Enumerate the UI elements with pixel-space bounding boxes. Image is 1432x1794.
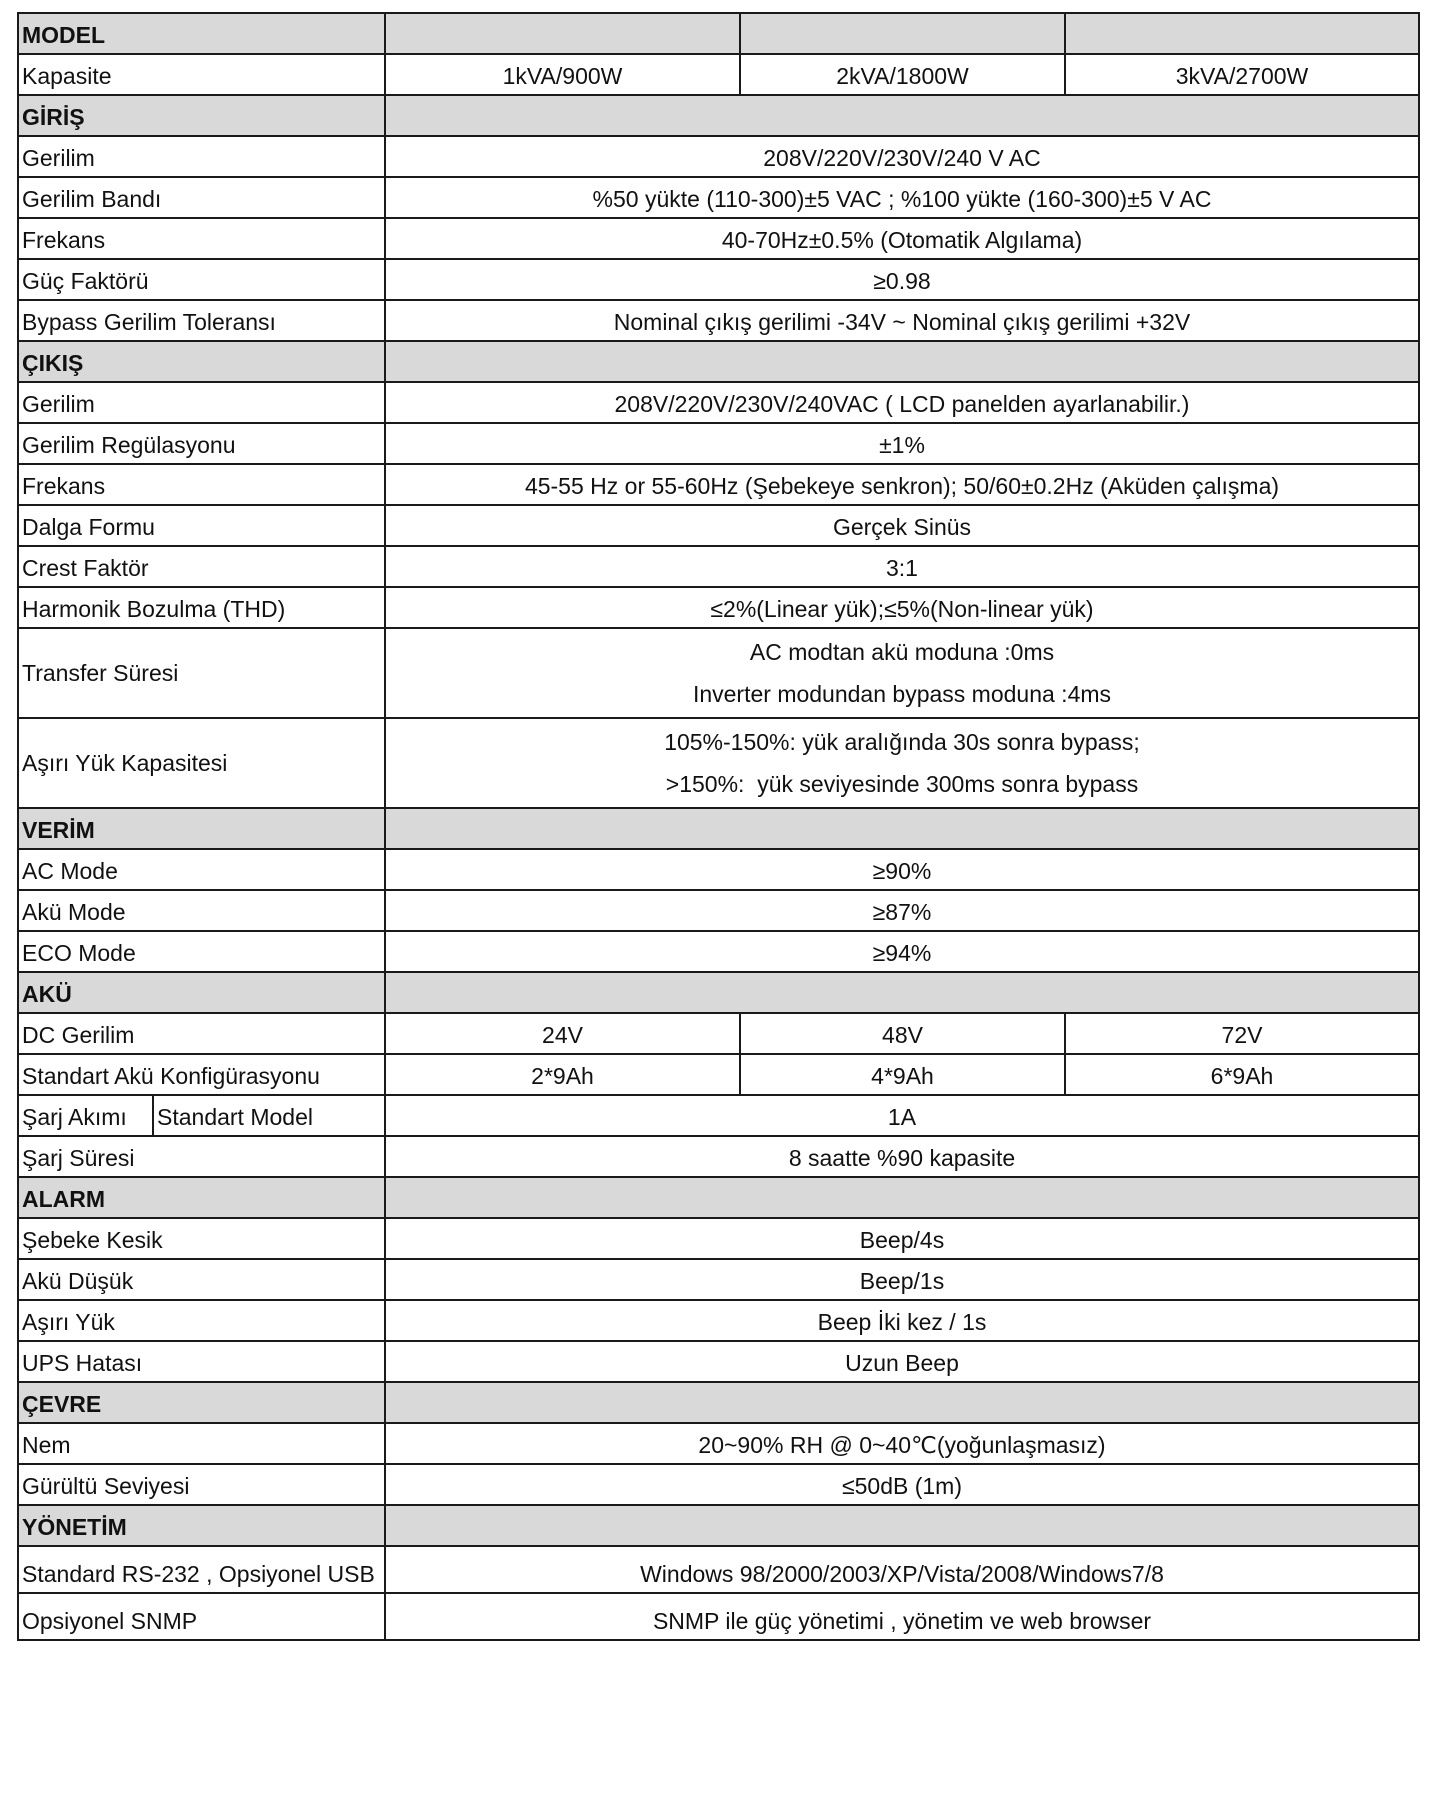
overload-label: Aşırı Yük Kapasitesi <box>18 718 385 808</box>
spec-value: Windows 98/2000/2003/XP/Vista/2008/Windows7/8 <box>385 1546 1419 1593</box>
spec-label: Frekans <box>18 218 385 259</box>
spec-row <box>18 464 1419 505</box>
transfer-row <box>18 628 1419 718</box>
spec-row <box>18 218 1419 259</box>
spec-value: Nominal çıkış gerilimi -34V ~ Nominal çıkış gerilimi +32V <box>385 300 1419 341</box>
transfer-line-1: AC modtan akü moduna :0ms <box>749 639 1055 665</box>
section-title: VERİM <box>18 808 385 849</box>
spec-value: Beep İki kez / 1s <box>385 1300 1419 1341</box>
battery-config-row <box>18 1054 1419 1095</box>
dc-voltage-label: DC Gerilim <box>18 1013 385 1054</box>
charge-current-sublabel: Standart Model <box>157 1104 313 1130</box>
battery-config-3kva: 6*9Ah <box>1065 1054 1419 1095</box>
section-title: YÖNETİM <box>18 1505 385 1546</box>
spec-row <box>18 890 1419 931</box>
spec-row <box>18 1259 1419 1300</box>
section-output <box>18 341 1419 382</box>
spec-value: 208V/220V/230V/240VAC ( LCD panelden ayarlanabilir.) <box>385 382 1419 423</box>
spec-row <box>18 177 1419 218</box>
dc-voltage-1kva: 24V <box>385 1013 740 1054</box>
spec-label: Opsiyonel SNMP <box>18 1593 385 1640</box>
spec-value: ≤50dB (1m) <box>385 1464 1419 1505</box>
spec-row <box>18 1593 1419 1640</box>
capacity-3kva: 3kVA/2700W <box>1065 54 1419 95</box>
charge-time-row <box>18 1136 1419 1177</box>
spec-value: 40-70Hz±0.5% (Otomatik Algılama) <box>385 218 1419 259</box>
spec-value: 20~90% RH @ 0~40℃(yoğunlaşmasız) <box>385 1423 1419 1464</box>
capacity-1kva: 1kVA/900W <box>385 54 740 95</box>
spec-value: Beep/1s <box>385 1259 1419 1300</box>
spec-value: ≥87% <box>385 890 1419 931</box>
spec-label: UPS Hatası <box>18 1341 385 1382</box>
spec-label: Akü Düşük <box>18 1259 385 1300</box>
section-alarm <box>18 1177 1419 1218</box>
spec-label: Frekans <box>18 464 385 505</box>
section-battery <box>18 972 1419 1013</box>
charge-time-value: 8 saatte %90 kapasite <box>385 1136 1419 1177</box>
section-input <box>18 95 1419 136</box>
spec-label: Aşırı Yük <box>18 1300 385 1341</box>
spec-value: ≥94% <box>385 931 1419 972</box>
section-title: ALARM <box>18 1177 385 1218</box>
spec-row <box>18 546 1419 587</box>
battery-config-label: Standart Akü Konfigürasyonu <box>18 1054 385 1095</box>
section-title: AKÜ <box>18 972 385 1013</box>
charge-current-value: 1A <box>385 1095 1419 1136</box>
spec-row <box>18 1464 1419 1505</box>
spec-value: ≤2%(Linear yük);≤5%(Non-linear yük) <box>385 587 1419 628</box>
cell-divider <box>152 1096 154 1135</box>
spec-label: Gerilim Bandı <box>18 177 385 218</box>
overload-row <box>18 718 1419 808</box>
dc-voltage-2kva: 48V <box>740 1013 1065 1054</box>
transfer-value <box>385 628 1419 718</box>
section-title: ÇIKIŞ <box>18 341 385 382</box>
section-efficiency <box>18 808 1419 849</box>
spec-value: ≥90% <box>385 849 1419 890</box>
section-management <box>18 1505 1419 1546</box>
spec-value: 3:1 <box>385 546 1419 587</box>
spec-label: Şebeke Kesik <box>18 1218 385 1259</box>
section-title: ÇEVRE <box>18 1382 385 1423</box>
spec-row <box>18 1300 1419 1341</box>
transfer-line-2: Inverter modundan bypass moduna :4ms <box>692 681 1112 707</box>
spec-value: Uzun Beep <box>385 1341 1419 1382</box>
dc-voltage-row <box>18 1013 1419 1054</box>
spec-label: Gerilim <box>18 136 385 177</box>
spec-row <box>18 1341 1419 1382</box>
spec-row <box>18 931 1419 972</box>
spec-row <box>18 587 1419 628</box>
spec-label: Gerilim <box>18 382 385 423</box>
spec-row <box>18 1423 1419 1464</box>
spec-row <box>18 849 1419 890</box>
spec-row <box>18 423 1419 464</box>
section-title: GİRİŞ <box>18 95 385 136</box>
charge-current-label: Şarj Akımı <box>22 1104 127 1130</box>
spec-row <box>18 1218 1419 1259</box>
spec-label: Dalga Formu <box>18 505 385 546</box>
spec-row <box>18 1546 1419 1593</box>
spec-row <box>18 136 1419 177</box>
spec-row <box>18 300 1419 341</box>
spec-label: Nem <box>18 1423 385 1464</box>
battery-config-1kva: 2*9Ah <box>385 1054 740 1095</box>
spec-label: Bypass Gerilim Toleransı <box>18 300 385 341</box>
model-header: MODEL <box>18 13 385 54</box>
overload-line-1: 105%-150%: yük aralığında 30s sonra bypass; <box>664 729 1140 755</box>
dc-voltage-3kva: 72V <box>1065 1013 1419 1054</box>
spec-label: ECO Mode <box>18 931 385 972</box>
spec-value: Beep/4s <box>385 1218 1419 1259</box>
spec-row <box>18 505 1419 546</box>
spec-value: ±1% <box>385 423 1419 464</box>
spec-label: Akü Mode <box>18 890 385 931</box>
capacity-label: Kapasite <box>18 54 385 95</box>
capacity-2kva: 2kVA/1800W <box>740 54 1065 95</box>
spec-label: Crest Faktör <box>18 546 385 587</box>
spec-label: Standard RS-232 , Opsiyonel USB <box>18 1546 385 1593</box>
spec-label: Güç Faktörü <box>18 259 385 300</box>
capacity-row <box>18 54 1419 95</box>
charge-time-label: Şarj Süresi <box>18 1136 385 1177</box>
spec-label: AC Mode <box>18 849 385 890</box>
spec-value: ≥0.98 <box>385 259 1419 300</box>
ups-spec-table <box>17 12 1420 1641</box>
spec-row <box>18 259 1419 300</box>
spec-label: Gerilim Regülasyonu <box>18 423 385 464</box>
battery-config-2kva: 4*9Ah <box>740 1054 1065 1095</box>
spec-value: 208V/220V/230V/240 V AC <box>385 136 1419 177</box>
overload-value <box>385 718 1419 808</box>
section-environment <box>18 1382 1419 1423</box>
spec-value: %50 yükte (110-300)±5 VAC ; %100 yükte (160-300)±5 V AC <box>385 177 1419 218</box>
spec-row <box>18 382 1419 423</box>
spec-value: SNMP ile güç yönetimi , yönetim ve web browser <box>385 1593 1419 1640</box>
spec-value: 45-55 Hz or 55-60Hz (Şebekeye senkron); 50/60±0.2Hz (Aküden çalışma) <box>385 464 1419 505</box>
overload-line-2: >150%: yük seviyesinde 300ms sonra bypass <box>665 771 1139 797</box>
charge-current-label-cell <box>18 1095 385 1136</box>
spec-label: Gürültü Seviyesi <box>18 1464 385 1505</box>
section-model <box>18 13 1419 54</box>
spec-label: Harmonik Bozulma (THD) <box>18 587 385 628</box>
transfer-label: Transfer Süresi <box>18 628 385 718</box>
charge-current-row <box>18 1095 1419 1136</box>
spec-value: Gerçek Sinüs <box>385 505 1419 546</box>
